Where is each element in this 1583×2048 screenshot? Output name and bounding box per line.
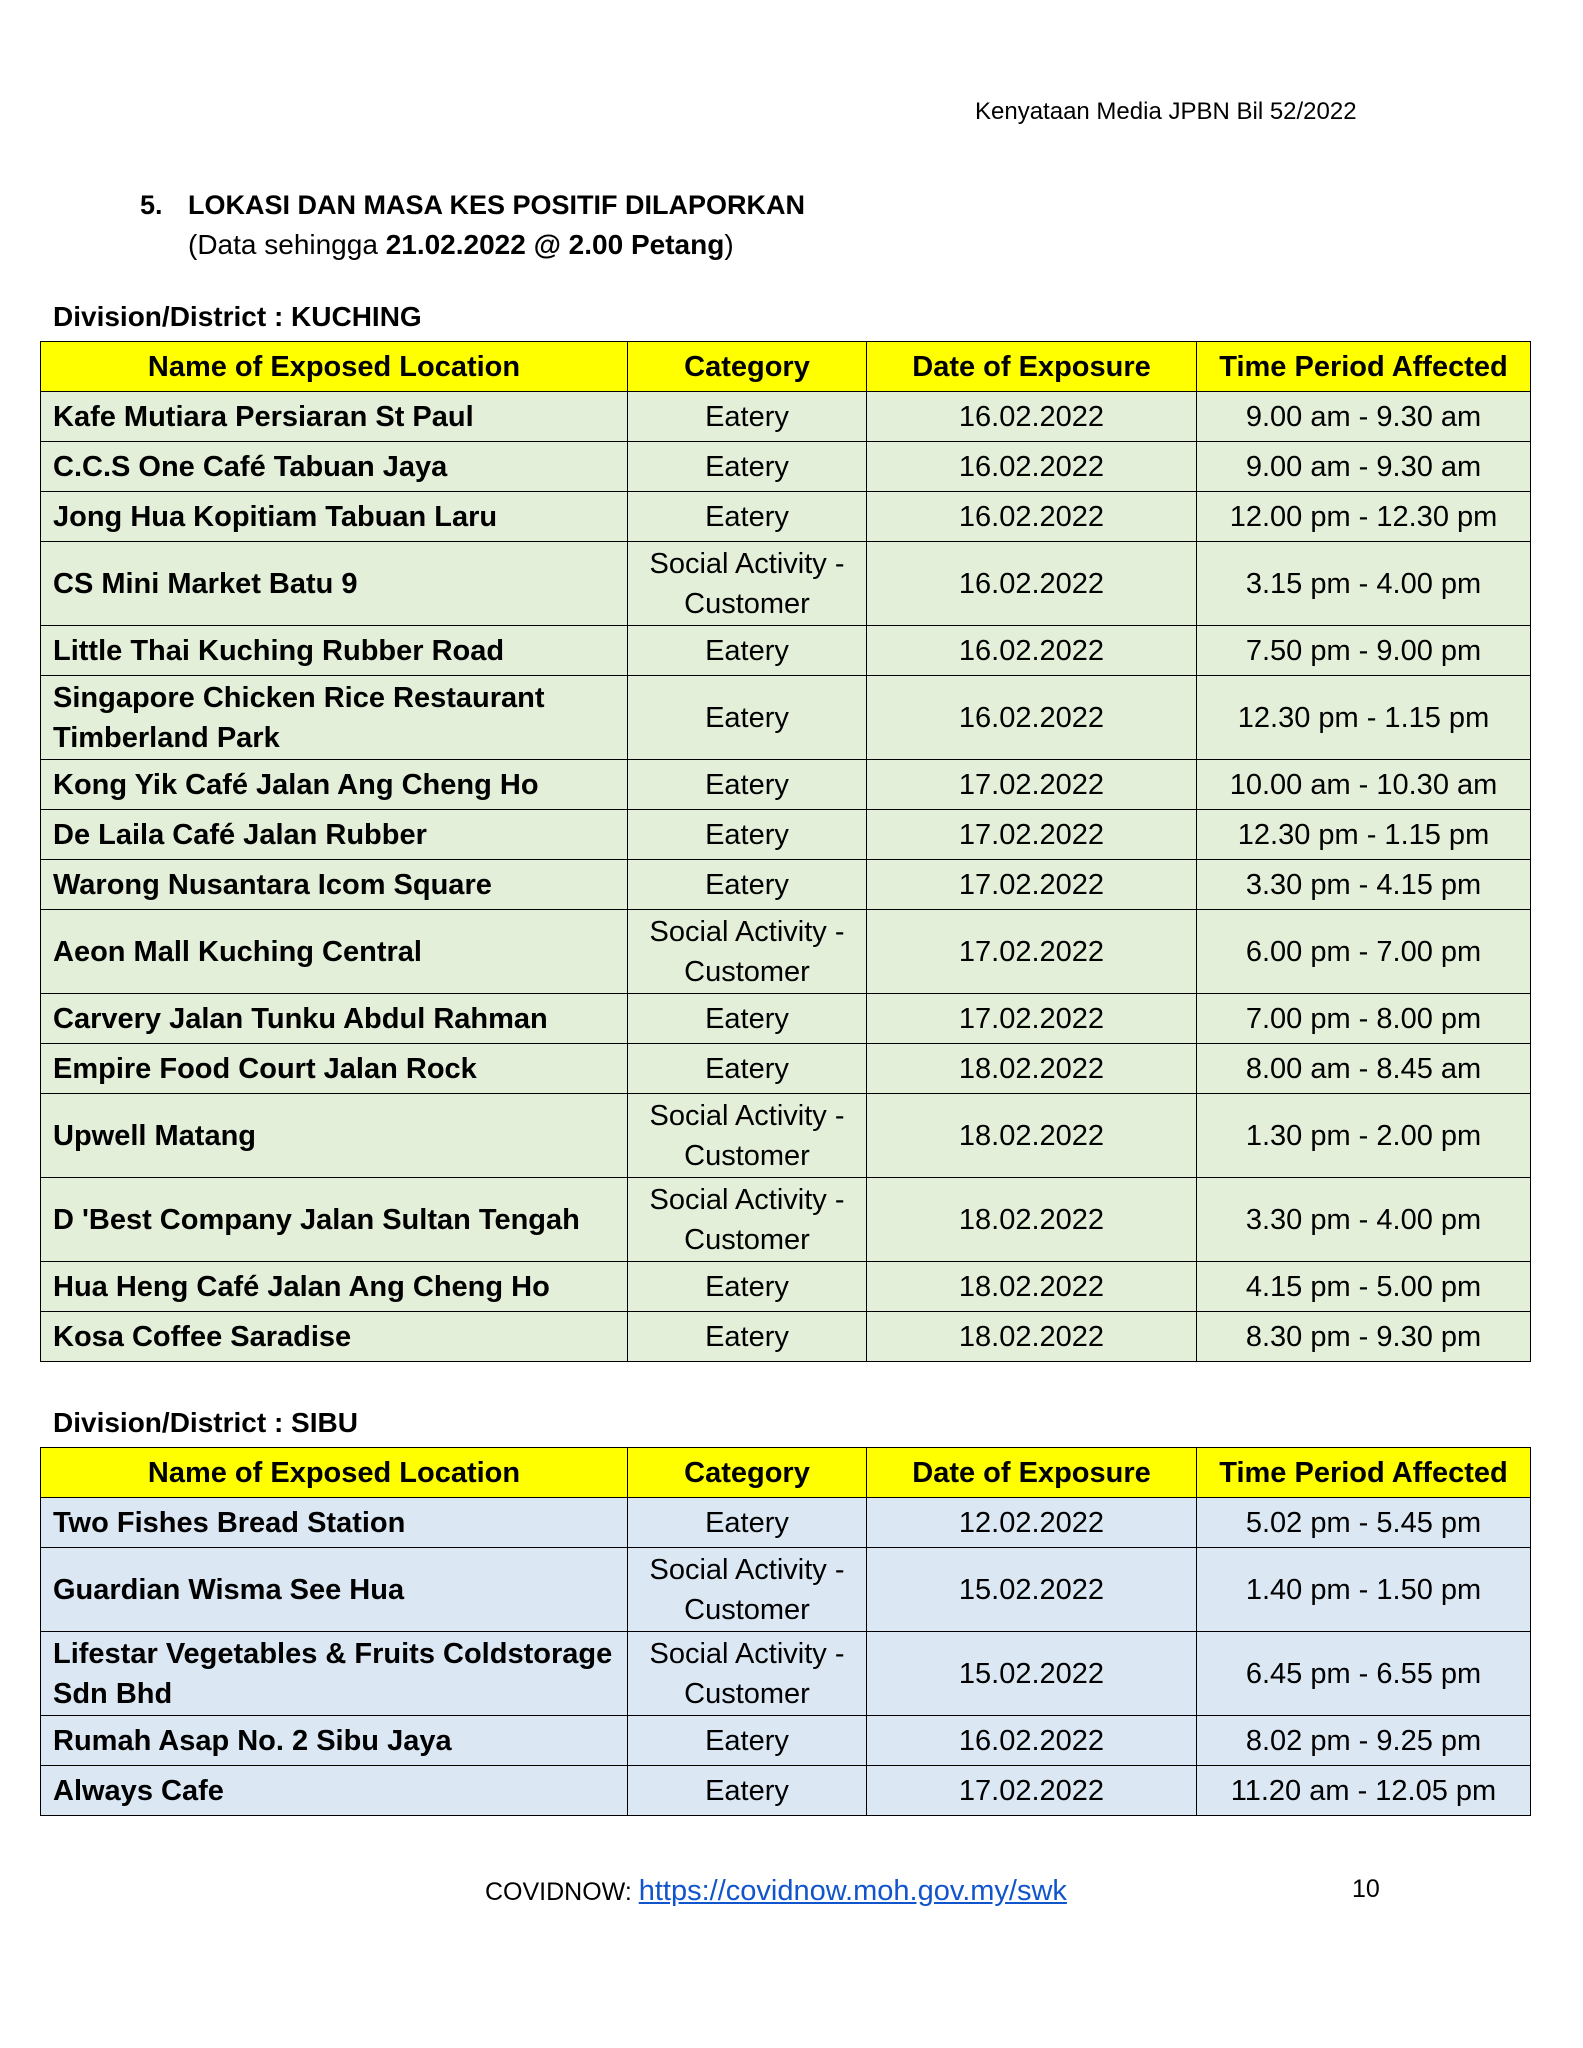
note-date: 21.02.2022 @ 2.00 Petang — [385, 229, 725, 260]
time-cell: 9.00 am - 9.30 am — [1197, 442, 1531, 492]
location-cell: Upwell Matang — [41, 1094, 628, 1178]
date-cell: 18.02.2022 — [867, 1312, 1197, 1362]
district-label-text: Division/District : — [53, 1407, 292, 1438]
date-cell: 16.02.2022 — [867, 492, 1197, 542]
date-cell: 16.02.2022 — [867, 676, 1197, 760]
column-header-location: Name of Exposed Location — [41, 1448, 628, 1498]
column-header-date: Date of Exposure — [867, 1448, 1197, 1498]
time-cell: 3.30 pm - 4.00 pm — [1197, 1178, 1531, 1262]
location-cell: Hua Heng Café Jalan Ang Cheng Ho — [41, 1262, 628, 1312]
category-cell: Eatery — [628, 1716, 867, 1766]
date-cell: 16.02.2022 — [867, 1716, 1197, 1766]
time-cell: 8.02 pm - 9.25 pm — [1197, 1716, 1531, 1766]
category-cell: Social Activity - Customer — [628, 1094, 867, 1178]
location-cell: Aeon Mall Kuching Central — [41, 910, 628, 994]
location-cell: De Laila Café Jalan Rubber — [41, 810, 628, 860]
time-cell: 6.00 pm - 7.00 pm — [1197, 910, 1531, 994]
date-cell: 15.02.2022 — [867, 1632, 1197, 1716]
time-cell: 8.30 pm - 9.30 pm — [1197, 1312, 1531, 1362]
time-cell: 1.40 pm - 1.50 pm — [1197, 1548, 1531, 1632]
data-as-of-note — [188, 229, 734, 261]
page-number: 10 — [1352, 1875, 1380, 1903]
table-row — [41, 392, 1531, 442]
category-cell: Eatery — [628, 676, 867, 760]
footer-label: COVIDNOW: — [485, 1878, 639, 1906]
time-cell: 9.00 am - 9.30 am — [1197, 392, 1531, 442]
sibu-exposure-table — [40, 1447, 1531, 1816]
date-cell: 17.02.2022 — [867, 810, 1197, 860]
column-header-category: Category — [628, 1448, 867, 1498]
table-row — [41, 1716, 1531, 1766]
date-cell: 16.02.2022 — [867, 626, 1197, 676]
location-cell: Empire Food Court Jalan Rock — [41, 1044, 628, 1094]
location-cell: Kafe Mutiara Persiaran St Paul — [41, 392, 628, 442]
kuching-exposure-table — [40, 341, 1531, 1362]
section-title — [140, 190, 805, 221]
time-cell: 4.15 pm - 5.00 pm — [1197, 1262, 1531, 1312]
category-cell: Eatery — [628, 1766, 867, 1816]
category-cell: Eatery — [628, 860, 867, 910]
time-cell: 5.02 pm - 5.45 pm — [1197, 1498, 1531, 1548]
date-cell: 17.02.2022 — [867, 1766, 1197, 1816]
time-cell: 7.00 pm - 8.00 pm — [1197, 994, 1531, 1044]
location-cell: Kosa Coffee Saradise — [41, 1312, 628, 1362]
category-cell: Eatery — [628, 1312, 867, 1362]
district-name: KUCHING — [291, 301, 422, 332]
category-cell: Eatery — [628, 1044, 867, 1094]
category-cell: Eatery — [628, 442, 867, 492]
table-row — [41, 1178, 1531, 1262]
category-cell: Eatery — [628, 392, 867, 442]
location-cell: Kong Yik Café Jalan Ang Cheng Ho — [41, 760, 628, 810]
date-cell: 15.02.2022 — [867, 1548, 1197, 1632]
district-name: SIBU — [291, 1407, 358, 1438]
category-cell: Eatery — [628, 810, 867, 860]
table-row — [41, 676, 1531, 760]
location-cell: Warong Nusantara Icom Square — [41, 860, 628, 910]
location-cell: CS Mini Market Batu 9 — [41, 542, 628, 626]
category-cell: Social Activity - Customer — [628, 1548, 867, 1632]
date-cell: 16.02.2022 — [867, 442, 1197, 492]
table-row — [41, 1548, 1531, 1632]
note-suffix: ) — [724, 229, 734, 260]
column-header-location: Name of Exposed Location — [41, 342, 628, 392]
category-cell: Eatery — [628, 492, 867, 542]
location-cell: Jong Hua Kopitiam Tabuan Laru — [41, 492, 628, 542]
table-row — [41, 910, 1531, 994]
table-row — [41, 760, 1531, 810]
time-cell: 7.50 pm - 9.00 pm — [1197, 626, 1531, 676]
date-cell: 17.02.2022 — [867, 860, 1197, 910]
date-cell: 16.02.2022 — [867, 392, 1197, 442]
table-header-row — [41, 342, 1531, 392]
table-row — [41, 1262, 1531, 1312]
location-cell: Singapore Chicken Rice Restaurant Timberland Park — [41, 676, 628, 760]
table-row — [41, 860, 1531, 910]
location-cell: Little Thai Kuching Rubber Road — [41, 626, 628, 676]
category-cell: Social Activity - Customer — [628, 1632, 867, 1716]
time-cell: 1.30 pm - 2.00 pm — [1197, 1094, 1531, 1178]
table-row — [41, 492, 1531, 542]
location-cell: D 'Best Company Jalan Sultan Tengah — [41, 1178, 628, 1262]
time-cell: 6.45 pm - 6.55 pm — [1197, 1632, 1531, 1716]
date-cell: 12.02.2022 — [867, 1498, 1197, 1548]
covidnow-link[interactable]: https://covidnow.moh.gov.my/swk — [638, 1875, 1067, 1907]
category-cell: Eatery — [628, 1262, 867, 1312]
time-cell: 11.20 am - 12.05 pm — [1197, 1766, 1531, 1816]
time-cell: 8.00 am - 8.45 am — [1197, 1044, 1531, 1094]
section-title-text: LOKASI DAN MASA KES POSITIF DILAPORKAN — [188, 190, 806, 220]
time-cell: 12.00 pm - 12.30 pm — [1197, 492, 1531, 542]
date-cell: 18.02.2022 — [867, 1044, 1197, 1094]
footer — [485, 1875, 1067, 1908]
date-cell: 17.02.2022 — [867, 760, 1197, 810]
location-cell: Rumah Asap No. 2 Sibu Jaya — [41, 1716, 628, 1766]
time-cell: 12.30 pm - 1.15 pm — [1197, 810, 1531, 860]
date-cell: 18.02.2022 — [867, 1094, 1197, 1178]
district-label-sibu — [53, 1407, 358, 1439]
table-row — [41, 442, 1531, 492]
date-cell: 18.02.2022 — [867, 1262, 1197, 1312]
column-header-date: Date of Exposure — [867, 342, 1197, 392]
location-cell: Two Fishes Bread Station — [41, 1498, 628, 1548]
table-row — [41, 1312, 1531, 1362]
date-cell: 18.02.2022 — [867, 1178, 1197, 1262]
location-cell: Guardian Wisma See Hua — [41, 1548, 628, 1632]
location-cell: C.C.S One Café Tabuan Jaya — [41, 442, 628, 492]
table-row — [41, 1498, 1531, 1548]
time-cell: 3.30 pm - 4.15 pm — [1197, 860, 1531, 910]
document-reference: Kenyataan Media JPBN Bil 52/2022 — [975, 98, 1357, 125]
time-cell: 10.00 am - 10.30 am — [1197, 760, 1531, 810]
district-label-kuching — [53, 301, 422, 333]
table-row — [41, 542, 1531, 626]
table-header-row — [41, 1448, 1531, 1498]
table-row — [41, 810, 1531, 860]
date-cell: 17.02.2022 — [867, 910, 1197, 994]
category-cell: Eatery — [628, 1498, 867, 1548]
time-cell: 3.15 pm - 4.00 pm — [1197, 542, 1531, 626]
date-cell: 17.02.2022 — [867, 994, 1197, 1044]
location-cell: Lifestar Vegetables & Fruits Coldstorage Sdn Bhd — [41, 1632, 628, 1716]
table-row — [41, 994, 1531, 1044]
district-label-text: Division/District : — [53, 301, 292, 332]
section-number: 5. — [140, 190, 163, 220]
note-prefix: (Data sehingga — [188, 229, 386, 260]
date-cell: 16.02.2022 — [867, 542, 1197, 626]
category-cell: Eatery — [628, 760, 867, 810]
table-row — [41, 1766, 1531, 1816]
category-cell: Eatery — [628, 626, 867, 676]
table-row — [41, 626, 1531, 676]
location-cell: Carvery Jalan Tunku Abdul Rahman — [41, 994, 628, 1044]
category-cell: Social Activity - Customer — [628, 910, 867, 994]
time-cell: 12.30 pm - 1.15 pm — [1197, 676, 1531, 760]
table-row — [41, 1094, 1531, 1178]
column-header-category: Category — [628, 342, 867, 392]
category-cell: Social Activity - Customer — [628, 542, 867, 626]
location-cell: Always Cafe — [41, 1766, 628, 1816]
table-row — [41, 1632, 1531, 1716]
column-header-time: Time Period Affected — [1197, 1448, 1531, 1498]
column-header-time: Time Period Affected — [1197, 342, 1531, 392]
category-cell: Eatery — [628, 994, 867, 1044]
category-cell: Social Activity - Customer — [628, 1178, 867, 1262]
table-row — [41, 1044, 1531, 1094]
